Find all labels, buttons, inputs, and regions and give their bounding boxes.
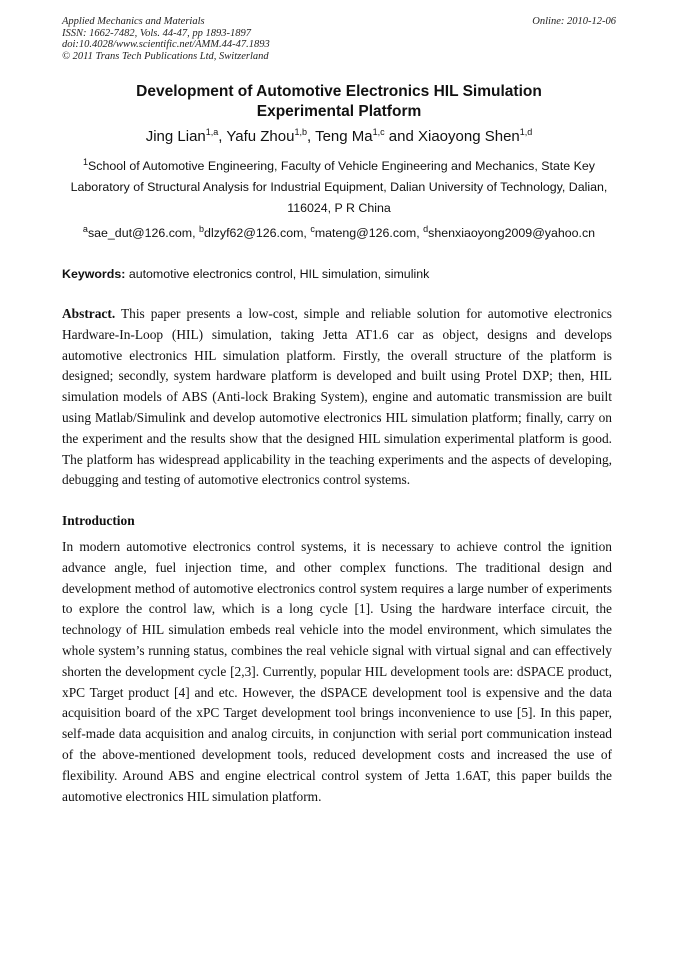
author-1: Jing Lian$^{1,a}$,	[145, 127, 227, 145]
keywords-label: Keywords:	[62, 267, 126, 281]
author-3: Teng Ma$^{1,c}$ and	[315, 127, 418, 145]
keywords-text: automotive electronics control, HIL simulation, simulink	[128, 267, 430, 281]
doi-line[interactable]: doi:10.4028/www.scientific.net/AMM.44-47.1893	[62, 39, 270, 51]
abstract	[62, 304, 612, 491]
keywords	[62, 265, 616, 283]
title-line-1: Development of Automotive Electronics HIL Simulation	[136, 83, 542, 100]
email-2[interactable]: $^b$dlzyf62@126.com	[199, 223, 304, 240]
issn-line: ISSN: 1662-7482, Vols. 44-47, pp 1893-1897	[62, 27, 251, 39]
copyright-line: © 2011 Trans Tech Publications Ltd, Switzerland	[62, 50, 269, 62]
author-list	[62, 128, 616, 146]
email-1[interactable]: $^a$sae_dut@126.com	[82, 223, 193, 240]
affiliation: $^1$School of Automotive Engineering, Faculty of Vehicle Engineering and Mechanics, State Key Laboratory of Structural Analysis for Industrial Equipment, Dalian University of Technology, Dalian, 116024, P R China	[70, 156, 608, 215]
journal-name: Applied Mechanics and Materials	[62, 16, 205, 27]
paper-title	[62, 82, 616, 122]
section-heading-introduction: Introduction	[62, 513, 135, 528]
email-list: $^a$sae_dut@126.com, $^b$dlzyf62@126.com, $^c$mateng@126.com, $^d$shenxiaoyong2009@yahoo.cn	[82, 223, 596, 240]
abstract-label: Abstract.	[62, 306, 116, 321]
title-line-2: Experimental Platform	[256, 103, 422, 120]
email-4[interactable]: $^d$shenxiaoyong2009@yahoo.cn	[423, 223, 596, 240]
abstract-text: This paper presents a low-cost, simple and reliable solution for automotive electronics Hardware-In-Loop (HIL) simulation, taking Jetta AT1.6 car as object, designs and develops automotive electronics HIL simulation platform. Firstly, the overall structure of the platform is designed; secondly, system hardware platform is developed and built using Protel DXP; then, HIL simulation models of ABS (Anti-lock Braking System), engine and automatic transmission are built using Matlab/Simulink and develop automotive electronics HIL simulation platform; finally, carry on the experiment and the results show that the designed HIL simulation experimental platform is good. The platform has widespread applicability in the teaching experiments and the aspects of developing, debugging and testing of automotive electronics control systems.	[62, 306, 612, 488]
email-3[interactable]: $^c$mateng@126.com	[310, 223, 417, 240]
journal-header	[62, 16, 616, 62]
author-2: Yafu Zhou$^{1,b}$,	[226, 127, 316, 145]
author-4: Xiaoyong Shen$^{1,d}$	[418, 127, 533, 145]
online-date: Online: 2010-12-06	[532, 16, 616, 27]
introduction-paragraph: In modern automotive electronics control systems, it is necessary to achieve control the ignition advance angle, fuel injection time, and other complex functions. The traditional design and development method of automotive electronics control system requires a large number of experiments to explore the control law, which is a long cycle [1]. Using the hardware interface circuit, the technology of HIL simulation embeds real vehicle into the model environment, which simulates the whole system’s running status, combines the real vehicle signal with virtual signal and can effectively shorten the development cycle [2,3]. Currently, popular HIL development tools are: dSPACE product, xPC Target product [4] and etc. However, the dSPACE development tool is expensive and the data acquisition board of the xPC Target development tool brings inconvenience to use [5]. In this paper, self-made data acquisition and analog circuits, in conjunction with serial port communication instead of the above-mentioned development tools, reduced development costs and increased the use of flexibility. Around ABS and engine electrical control system of Jetta 1.6AT, this paper builds the automotive electronics HIL simulation platform.	[62, 539, 612, 804]
